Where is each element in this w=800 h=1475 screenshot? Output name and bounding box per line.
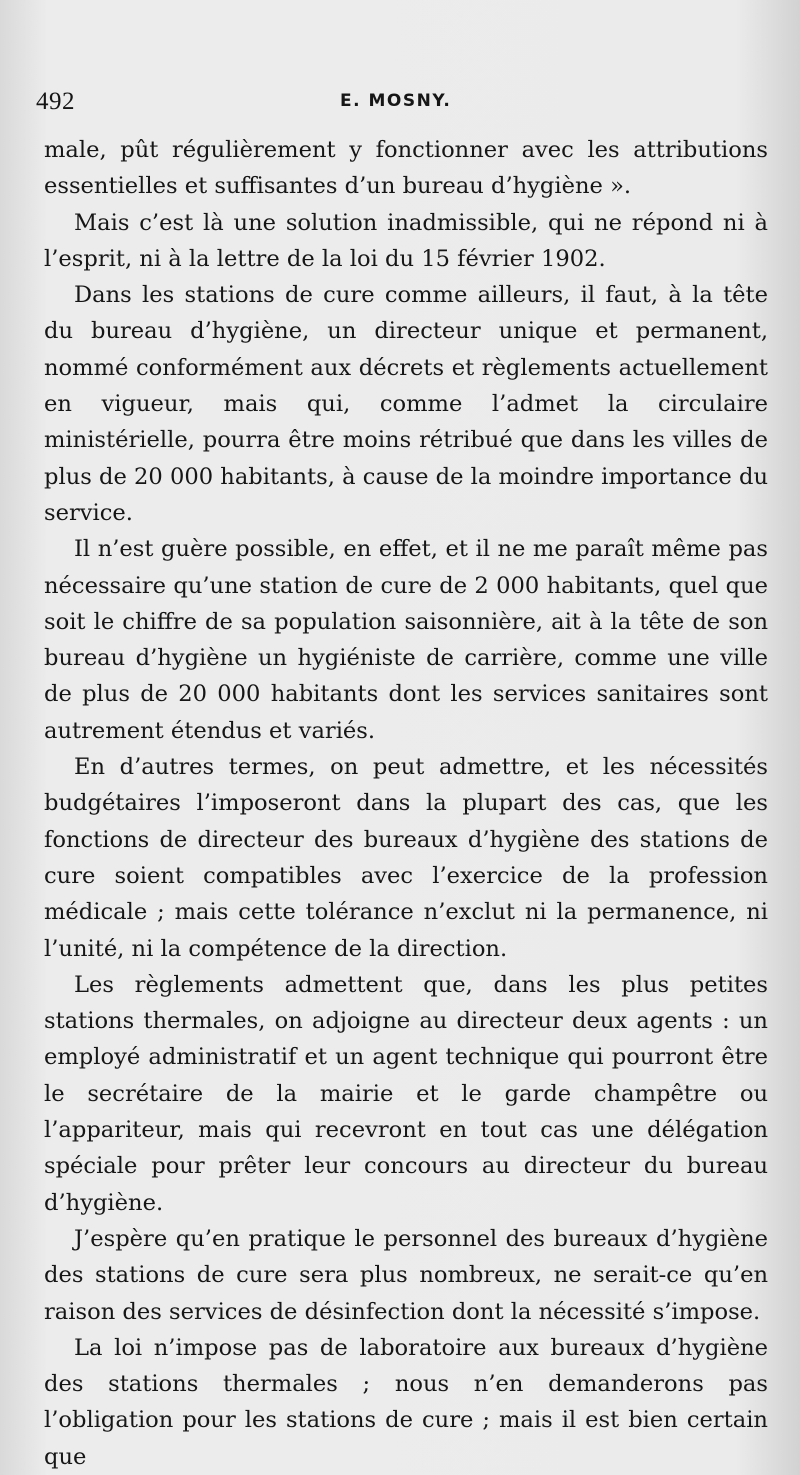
paragraph: Les règlements admettent que, dans les plus petites stations thermales, on adjoigne au directeur deux agents : un employé administratif et un agent technique qui pourront être le secrétaire de la mairie et le garde champêtre ou l’appariteur, mais qui recevront en tout cas une délégation spéciale pour prêter leur concours au directeur du bureau d’hygiène. [44,971,768,1216]
paragraph: La loi n’impose pas de laboratoire aux bureaux d’hygiène des stations thermales ; nous n’en demanderons pas l’obligation pour les stations de cure ; mais il est bien certain que [44,1334,768,1470]
paragraph: J’espère qu’en pratique le personnel des bureaux d’hygiène des stations de cure sera plus nombreux, ne serait-ce qu’en raison des services de désinfection dont la nécessité s’impose. [44,1225,768,1325]
paragraph: Mais c’est là une solution inadmissible, qui ne répond ni à l’esprit, ni à la lettre de la loi du 15 février 1902. [44,209,768,272]
paragraph-continued: male, pût régulièrement y fonctionner avec les attributions essentielles et suffisantes d’un bureau d’hygiène ». [44,137,768,200]
page-header [36,88,764,124]
running-head-author: E. MOSNY. [340,91,452,111]
body-text [44,132,768,1475]
paragraph: En d’autres termes, on peut admettre, et les nécessités budgétaires l’imposeront dans la plupart des cas, que les fonctions de directeur des bureaux d’hygiène des stations de cure soient compatibles avec l’exercice de la profession médicale ; mais cette tolérance n’exclut ni la permanence, ni l’unité, ni la compétence de la direction. [44,754,768,962]
page-number: 492 [36,88,75,115]
paragraph: Il n’est guère possible, en effet, et il ne me paraît même pas nécessaire qu’une station de cure de 2 000 habitants, quel que soit le chiffre de sa population saisonnière, ait à la tête de son bureau d’hygiène un hygiéniste de carrière, comme une ville de plus de 20 000 habitants dont les services sanitaires sont autrement étendus et variés. [44,536,768,744]
paragraph: Dans les stations de cure comme ailleurs, il faut, à la tête du bureau d’hygiène, un directeur unique et permanent, nommé conformément aux décrets et règlements actuellement en vigueur, mais qui, comme l’admet la circulaire ministérielle, pourra être moins rétribué que dans les villes de plus de 20 000 habitants, à cause de la moindre importance du service. [44,282,768,526]
